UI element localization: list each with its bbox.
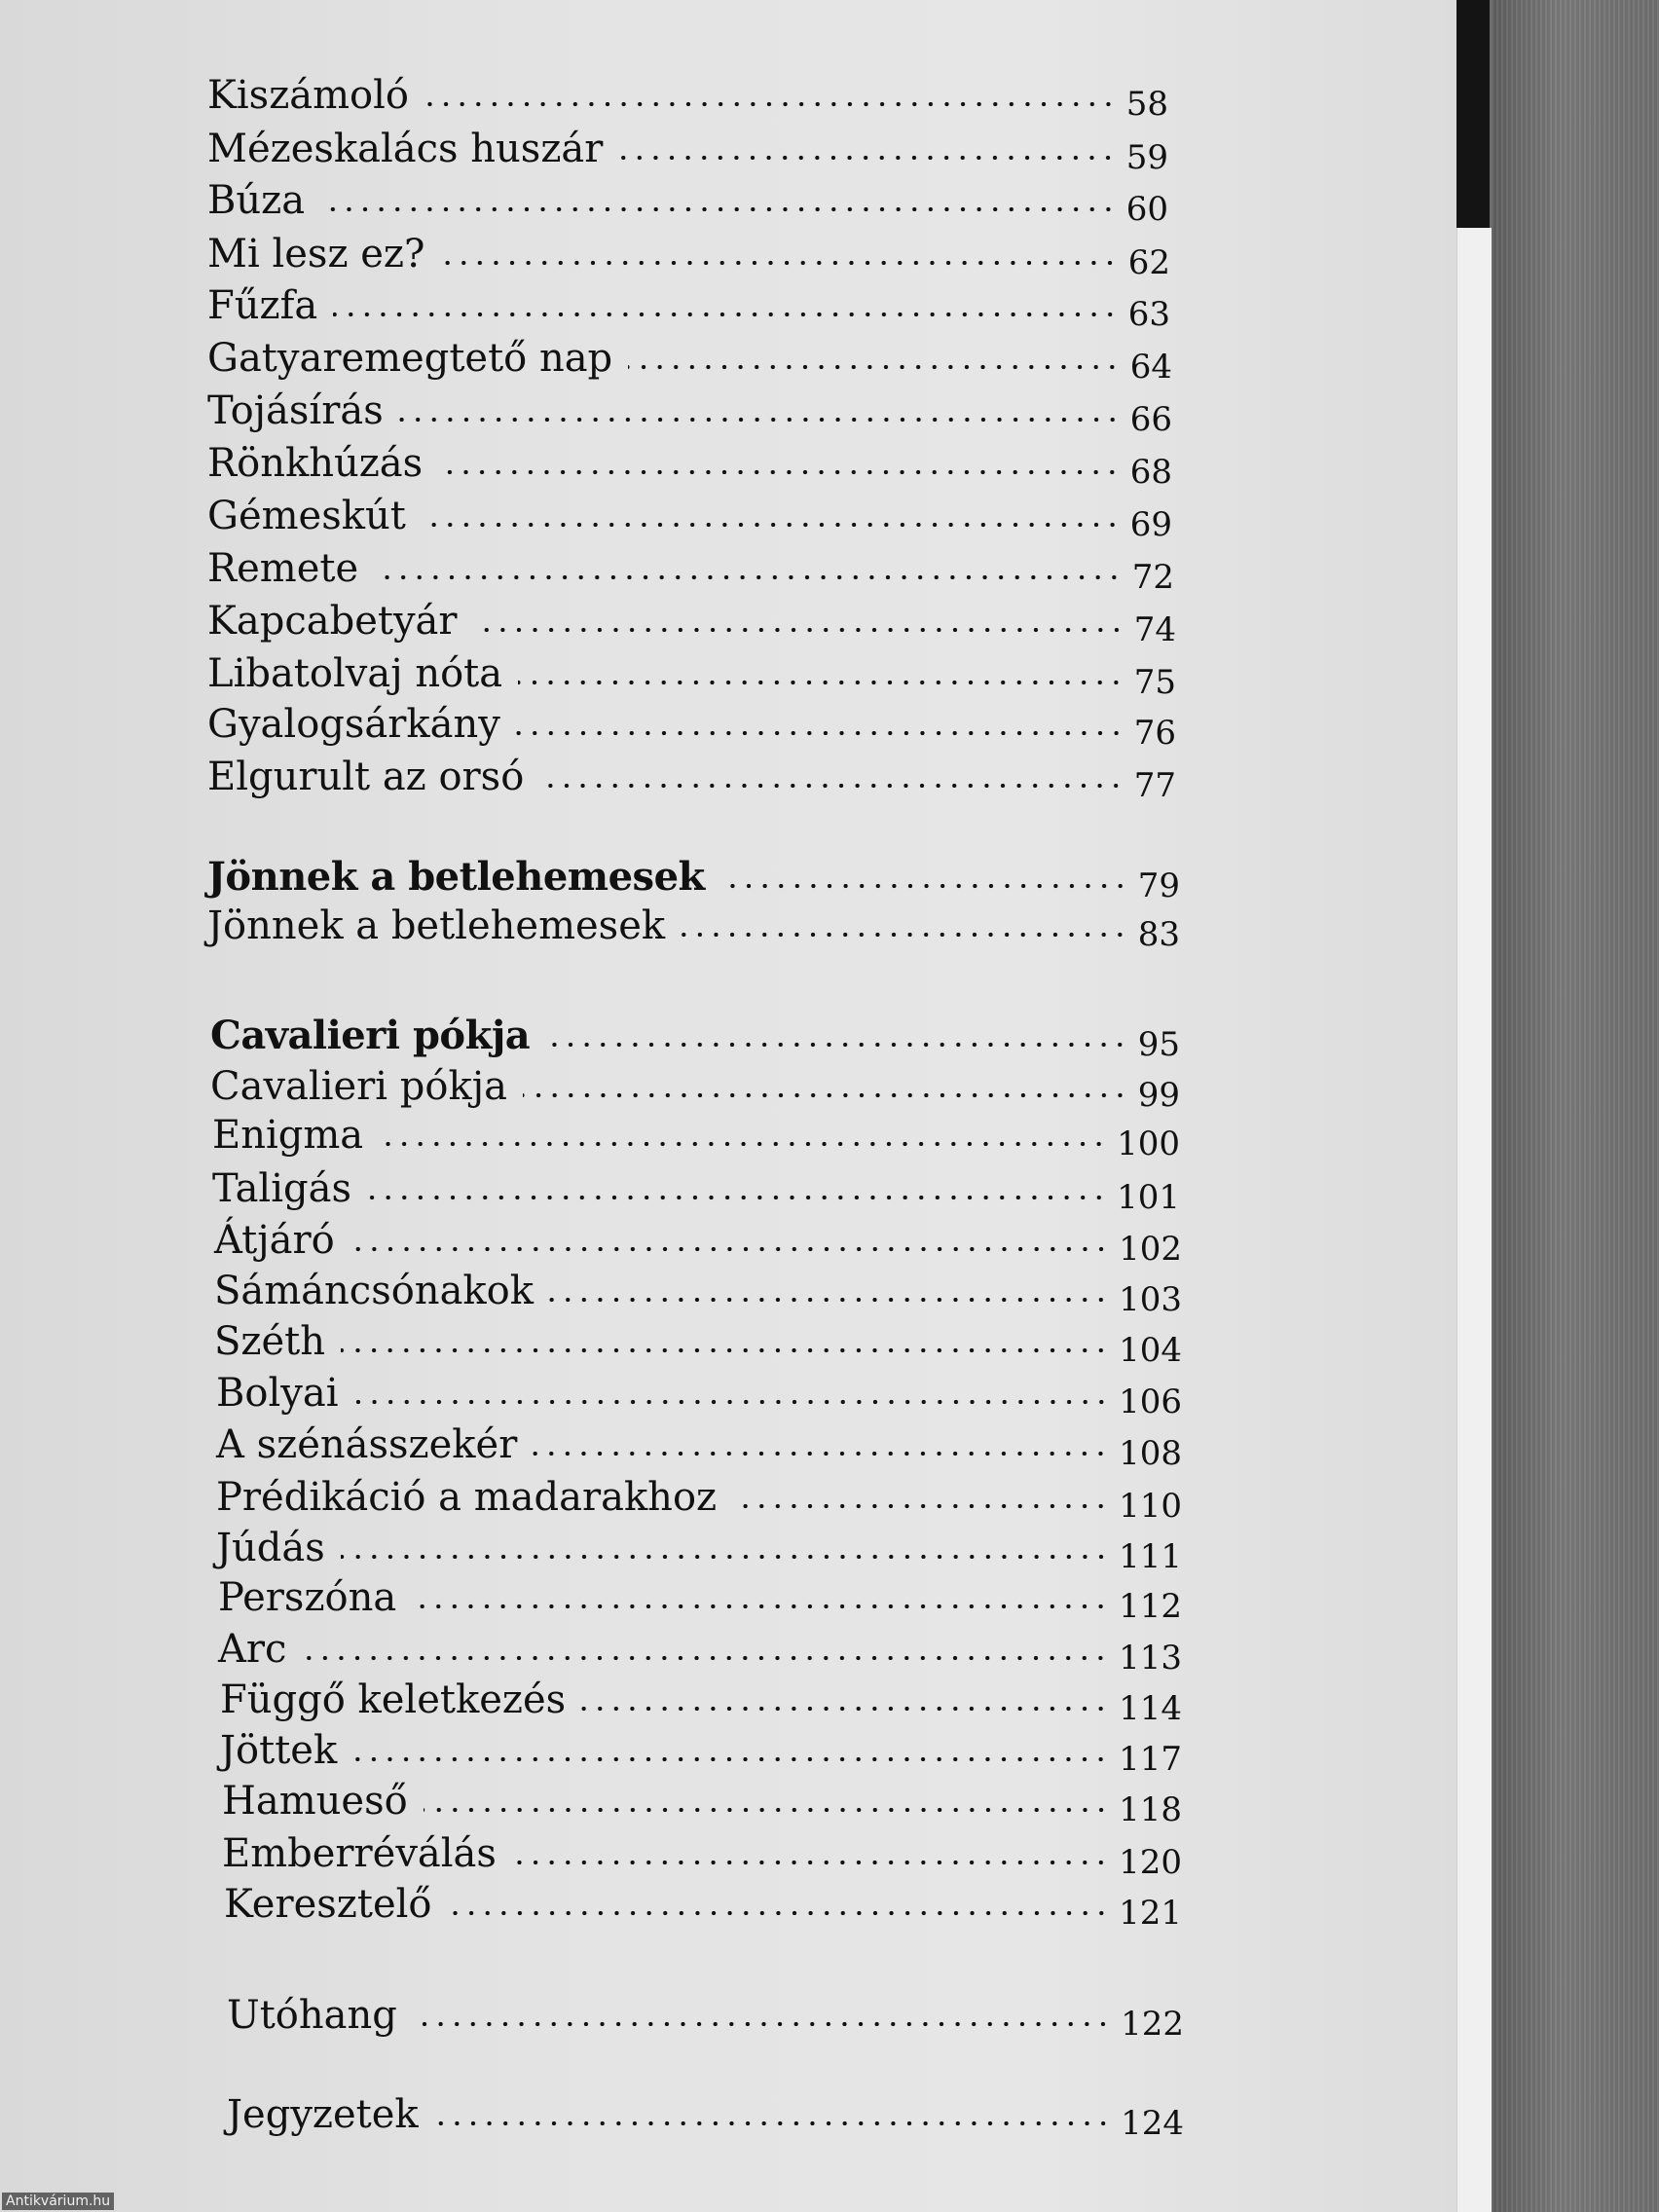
toc-entry-title: Keresztelő [224,1882,432,1927]
dot-leader [523,1092,1128,1098]
dot-leader [473,627,1124,633]
toc-entry [227,1980,1184,2044]
dot-leader [422,522,1121,528]
toc-entry-title: Júdás [216,1526,325,1570]
dot-leader [681,932,1128,938]
toc-entry [207,534,1174,597]
book-cover-edge [1492,0,1659,2212]
toc-entry-page-number: 59 [1125,138,1168,177]
toc-entry [214,1256,1182,1319]
toc-entry-title: Jöttek [220,1728,338,1773]
toc-entry-page-number: 118 [1119,1790,1182,1829]
toc-entry-page-number: 79 [1137,866,1180,905]
toc-entry-title: Kiszámoló [207,73,410,118]
dot-leader [720,883,1128,889]
dot-leader [512,1860,1109,1865]
toc-entry-title: Jönnek a betlehemesek [207,854,705,900]
toc-entry-title: Remete [207,546,359,591]
toc-entry-title: Utóhang [227,1993,397,2038]
toc-entry-title: Tojásírás [207,388,384,433]
toc-entry-page-number: 64 [1129,348,1172,387]
toc-entry-title: Taligás [212,1166,351,1211]
toc-entry [207,271,1170,334]
toc-entry-page-number: 74 [1133,610,1176,649]
toc-entry [218,1563,1182,1626]
dot-leader [549,1297,1109,1303]
dot-leader [440,260,1118,266]
toc-entry-page-number: 117 [1119,1740,1182,1779]
toc-entry [207,323,1172,387]
cover-white-edge [1456,228,1493,2212]
toc-entry-title: Mi lesz ez? [207,232,425,276]
dot-leader [628,364,1121,370]
toc-entry [224,1869,1182,1933]
toc-entry-page-number: 76 [1133,714,1176,753]
dot-leader [374,574,1123,580]
toc-entry-page-number: 99 [1137,1076,1180,1115]
toc-entry-title: Jegyzetek [227,2092,419,2137]
toc-entry [207,481,1172,544]
toc-entry-page-number: 112 [1119,1587,1182,1626]
toc-entry-page-number: 110 [1119,1487,1182,1526]
toc-entry-page-number: 108 [1119,1434,1182,1473]
dot-leader [341,1554,1109,1560]
toc-entry [207,689,1176,753]
dot-leader [320,206,1117,212]
toc-entry-title: Hamueső [222,1779,408,1824]
toc-entry [216,1358,1182,1421]
toc-entry-page-number: 68 [1129,453,1172,492]
dot-leader [352,1756,1109,1762]
toc-entry-page-number: 95 [1137,1025,1180,1064]
dot-leader [399,417,1121,423]
toc-entry [207,891,1180,954]
toc-entry [207,114,1168,177]
toc-entry-title: Gatyaremegtető nap [207,336,613,381]
cover-dark-strip [1456,0,1490,228]
toc-entry-title: Mézeskalács huszár [207,127,604,171]
dot-leader [539,783,1124,789]
dot-leader [424,1807,1109,1813]
toc-entry-title: Kapcabetyár [207,599,458,644]
dot-leader [350,1246,1109,1252]
toc-entry-title: Széth [214,1319,325,1364]
toc-entry [218,1614,1182,1677]
toc-entry-title: Libatolvaj nóta [207,651,503,696]
toc-entry-page-number: 111 [1119,1537,1182,1576]
toc-entry [222,1766,1182,1829]
toc-entry-title: Bolyai [216,1371,339,1416]
toc-entry [210,1051,1180,1115]
toc-entry [216,1462,1182,1526]
toc-entry-page-number: 114 [1119,1689,1182,1728]
toc-entry-page-number: 103 [1119,1280,1182,1319]
dot-leader [379,1141,1107,1147]
toc-entry-page-number: 63 [1127,295,1170,334]
toc-entry-page-number: 58 [1125,85,1168,124]
toc-entry-page-number: 113 [1119,1639,1182,1677]
dot-leader [533,1451,1109,1456]
dot-leader [354,1399,1110,1405]
toc-entry-page-number: 106 [1119,1382,1182,1421]
toc-entry-page-number: 121 [1119,1894,1182,1933]
watermark-logo: Antikvárium.hu [2,2193,114,2210]
toc-entry [207,219,1170,282]
toc-entry-title: Átjáró [214,1218,335,1263]
toc-entry-title: Perszóna [218,1575,397,1620]
toc-entry [227,2080,1184,2143]
toc-entry-page-number: 102 [1119,1230,1182,1269]
toc-entry [222,1819,1182,1882]
toc-entry [207,586,1176,649]
toc-entry-title: Fűzfa [207,283,318,328]
toc-entry [207,428,1172,492]
dot-leader [516,730,1124,736]
toc-entry-title: Prédikáció a madarakhoz [216,1475,718,1520]
toc-entry-page-number: 120 [1119,1843,1182,1882]
toc-entry-page-number: 104 [1119,1331,1182,1370]
toc-entry-title: Sámáncsónakok [214,1269,534,1313]
toc-entry-page-number: 72 [1131,558,1174,597]
toc-entry [210,1001,1180,1064]
toc-entry-title: Cavalieri pókja [210,1013,531,1058]
toc-entry-title: Enigma [212,1113,364,1158]
dot-leader [448,1910,1110,1916]
dot-leader [333,312,1118,317]
toc-entry-page-number: 101 [1117,1178,1180,1217]
dot-leader [518,680,1124,685]
toc-entry [216,1410,1182,1473]
dot-leader [412,1604,1109,1609]
toc-entry-page-number: 69 [1129,505,1172,544]
dot-leader [618,155,1116,161]
toc-entry [214,1205,1182,1269]
toc-entry-title: Jönnek a betlehemesek [207,903,666,948]
dot-leader [581,1706,1109,1712]
toc-entry-title: Cavalieri pókja [210,1064,507,1109]
toc-entry [214,1307,1182,1370]
toc-entry [207,842,1180,905]
dot-leader [367,1195,1107,1200]
toc-entry-title: Függő keletkezés [220,1677,567,1722]
toc-entry-title: Arc [218,1627,287,1672]
toc-entry [212,1154,1180,1217]
toc-entry [220,1665,1182,1728]
toc-entry [207,639,1176,702]
toc-entry-page-number: 100 [1117,1124,1180,1163]
toc-entry-page-number: 83 [1137,915,1180,954]
toc-entry [220,1715,1182,1779]
toc-entry [207,166,1168,229]
dot-leader [413,2021,1111,2027]
dot-leader [434,2120,1111,2126]
toc-entry-title: A szénásszekér [216,1422,518,1467]
toc-entry [212,1100,1180,1163]
toc-entry [216,1513,1182,1576]
toc-entry-page-number: 62 [1127,243,1170,282]
toc-entry-page-number: 75 [1133,663,1176,702]
toc-entry-title: Rönkhúzás [207,441,424,486]
dot-leader [732,1503,1109,1509]
toc-entry-title: Gémeskút [207,494,406,538]
toc-entry-page-number: 66 [1129,400,1172,439]
dot-leader [302,1655,1109,1661]
toc-entry [207,60,1168,124]
toc-entry-title: Búza [207,178,306,223]
dot-leader [341,1347,1109,1353]
toc-entry-title: Elgurult az orsó [207,755,525,799]
toc-entry-page-number: 124 [1121,2104,1184,2143]
dot-leader [545,1042,1128,1048]
dot-leader [438,469,1121,475]
toc-entry [207,742,1176,805]
toc-entry-title: Gyalogsárkány [207,702,500,747]
toc-entry-page-number: 122 [1121,2005,1184,2044]
dot-leader [424,101,1117,107]
toc-entry-page-number: 77 [1133,766,1176,805]
toc-entry [207,376,1172,439]
toc-entry-page-number: 60 [1125,190,1168,229]
toc-entry-title: Emberréválás [222,1831,497,1876]
